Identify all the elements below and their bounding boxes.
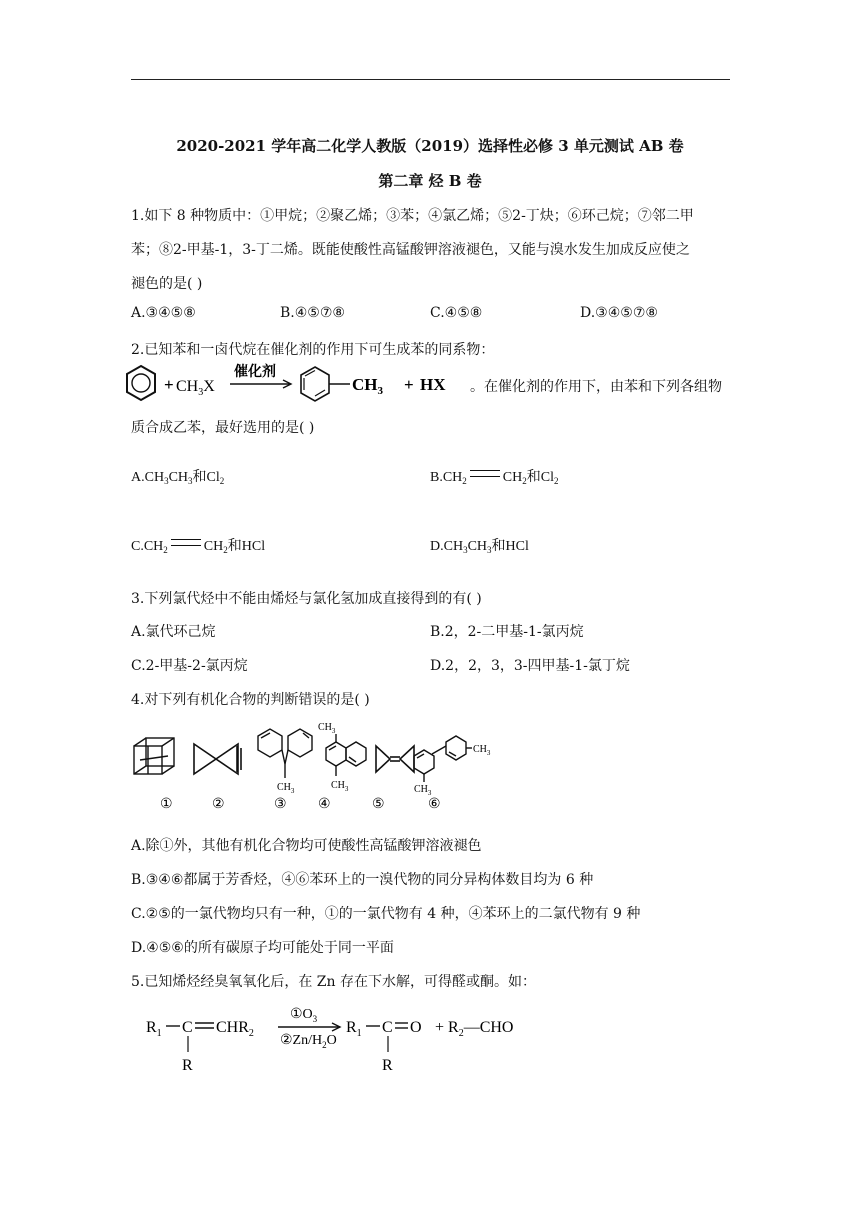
q3-option-d: D.2，2，3，3-四甲基-1-氯丁烷 bbox=[430, 658, 630, 674]
structure-3-fused bbox=[258, 729, 312, 778]
structure-label-5: ⑤ bbox=[372, 797, 385, 812]
svg-text:+: + bbox=[404, 375, 414, 394]
svg-text:C: C bbox=[182, 1019, 193, 1036]
q1-text-line2: 苯；⑧2-甲基-1，3-丁二烯。既能使酸性高锰酸钾溶液褪色，又能与溴水发生加成反应使之 bbox=[131, 242, 690, 258]
structure-label-2: ② bbox=[212, 797, 225, 812]
structure-2-bicyclic bbox=[194, 744, 241, 774]
q2-text-line2-tail: 。在催化剂的作用下，由苯和下列各组物 bbox=[470, 379, 722, 395]
svg-text:+: + bbox=[164, 375, 174, 394]
svg-text:①O3: $①O_3$ bbox=[290, 1007, 318, 1024]
q1-text-line3: 褪色的是( ) bbox=[131, 276, 203, 292]
svg-text:CH3: $CH_3$ bbox=[331, 780, 349, 793]
svg-text:C: C bbox=[382, 1019, 393, 1036]
structure-5-cyclopropylidene bbox=[376, 746, 414, 772]
q5-text-line1: 5.已知烯烃经臭氧氧化后，在 Zn 存在下水解，可得醛或酮。如： bbox=[131, 974, 537, 990]
q4-structures-figure bbox=[128, 716, 508, 816]
q4-text-line1: 4.对下列有机化合物的判断错误的是( ) bbox=[131, 692, 370, 708]
product-sub: 3 bbox=[377, 385, 383, 397]
svg-text:CH3: $CH_3$ bbox=[414, 784, 432, 797]
double-bond bbox=[470, 470, 500, 477]
product-ch: CH bbox=[352, 375, 378, 394]
svg-text:R1: $R_1$ bbox=[146, 1019, 162, 1039]
q1-option-c: C.④⑤⑧ bbox=[430, 305, 483, 321]
q3-option-b: B.2，2-二甲基-1-氯丙烷 bbox=[430, 624, 584, 640]
q2-reaction-scheme bbox=[122, 362, 472, 408]
benzene-structure bbox=[127, 366, 155, 400]
q1-option-a: A.③④⑤⑧ bbox=[131, 305, 196, 321]
q2-option-b: $B.CH_2$ $CH_2$和$Cl_2$ bbox=[430, 470, 559, 486]
byproduct-hx: HX bbox=[420, 375, 446, 394]
structure-1-cage bbox=[134, 738, 174, 774]
document-title: 2020-2021 学年高二化学人教版（2019）选择性必修 3 单元测试 AB 卷 bbox=[176, 137, 684, 155]
q2-text-line1: 2.已知苯和一卤代烷在催化剂的作用下可生成苯的同系物： bbox=[131, 342, 495, 358]
q3-text-line1: 3.下列氯代烃中不能由烯烃与氯化氢加成直接得到的有( ) bbox=[131, 591, 482, 607]
reagent-sub: 3 bbox=[198, 387, 204, 398]
svg-text:CH3 bbox=[352, 375, 384, 397]
q2-option-c: $C.CH_2$ $CH_2$和HCl bbox=[131, 539, 266, 555]
structure-6-biphenyl bbox=[414, 736, 472, 782]
svg-text:R: R bbox=[182, 1057, 193, 1074]
double-bond bbox=[171, 539, 201, 546]
q4-option-c: C.②⑤的一氯代物均只有一种，①的一氯代物有 4 种，④苯环上的二氯代物有 9 种 bbox=[131, 906, 641, 922]
svg-text:CH3X bbox=[176, 378, 215, 398]
structure-label-3: ③ bbox=[274, 797, 287, 812]
structure-label-4: ④ bbox=[318, 797, 331, 812]
svg-text:+ R2—CHO: + $R_2—CHO$ bbox=[435, 1019, 514, 1039]
q4-option-d: D.④⑤⑥的所有碳原子均可能处于同一平面 bbox=[131, 940, 394, 956]
structure-4-naphthalene bbox=[326, 734, 366, 776]
q2-option-d: $D.CH_3CH_3$和HCl bbox=[430, 539, 529, 555]
reagent-x: X bbox=[203, 378, 215, 395]
structure-label-6: ⑥ bbox=[428, 797, 441, 812]
q2-option-a: $A.CH_3CH_3$和$Cl_2$ bbox=[131, 470, 225, 486]
q3-option-a: A.氯代环己烷 bbox=[131, 624, 216, 640]
svg-text:CH3: $CH_3$ bbox=[318, 722, 336, 735]
q1-text-line1: 1.如下 8 种物质中：①甲烷；②聚乙烯；③苯；④氯乙烯；⑤2-丁炔；⑥环己烷；⑦邻二甲 bbox=[131, 208, 694, 224]
svg-text:CHR2: $CHR_2$ bbox=[216, 1019, 254, 1039]
structure-label-1: ① bbox=[160, 797, 173, 812]
q1-option-d: D.③④⑤⑦⑧ bbox=[580, 305, 658, 321]
document-subtitle: 第二章 烃 B 卷 bbox=[378, 172, 482, 190]
q4-option-b: B.③④⑥都属于芳香烃，④⑥苯环上的一溴代物的同分异构体数目均为 6 种 bbox=[131, 872, 594, 888]
q1-option-b: B.④⑤⑦⑧ bbox=[280, 305, 345, 321]
toluene-structure bbox=[301, 367, 350, 401]
q4-option-a: A.除①外，其他有机化合物均可使酸性高锰酸钾溶液褪色 bbox=[131, 838, 482, 854]
svg-text:O: O bbox=[410, 1019, 422, 1036]
reagent-ch: CH bbox=[176, 378, 199, 395]
svg-text:②Zn/H2O: ②Zn/$H_2O$ bbox=[280, 1033, 337, 1050]
svg-text:R: R bbox=[382, 1057, 393, 1074]
q2-text-line3: 质合成乙苯，最好选用的是( ) bbox=[131, 420, 315, 436]
catalyst-label: 催化剂 bbox=[234, 365, 276, 380]
q5-ozonolysis-scheme bbox=[140, 1000, 540, 1080]
q3-option-c: C.2-甲基-2-氯丙烷 bbox=[131, 658, 248, 674]
svg-text:R1: $R_1$ bbox=[346, 1019, 362, 1039]
svg-text:CH3: $CH_3$ bbox=[277, 782, 295, 795]
header-rule bbox=[131, 79, 730, 80]
svg-text:CH3: $CH_3$ bbox=[473, 744, 491, 757]
